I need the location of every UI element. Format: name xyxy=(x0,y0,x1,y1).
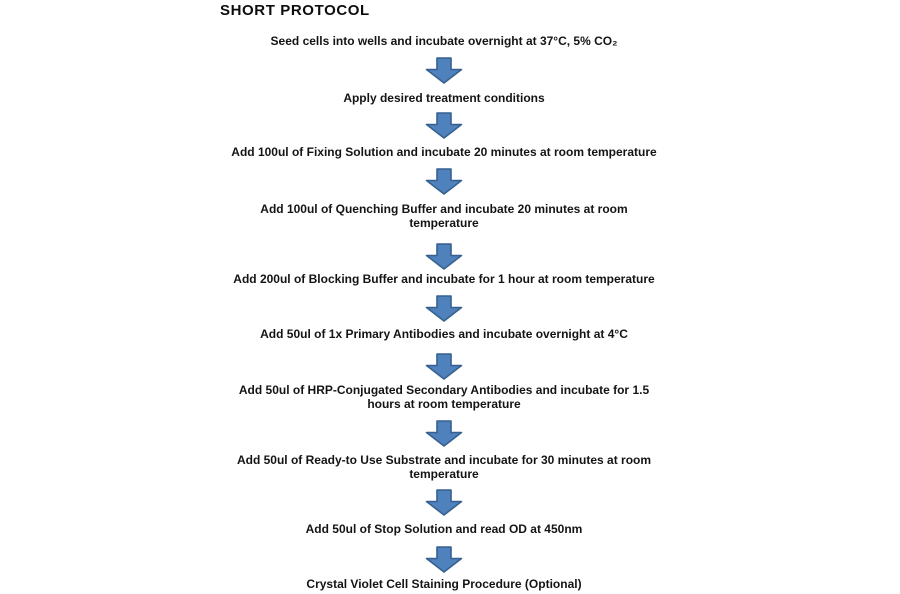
step-2-text: Apply desired treatment conditions xyxy=(343,91,545,105)
down-arrow-icon xyxy=(425,112,463,139)
step-6-text: Add 50ul of 1x Primary Antibodies and incubate overnight at 4°C xyxy=(260,327,628,341)
down-arrow-icon xyxy=(425,546,463,573)
step-2 xyxy=(184,91,704,105)
page-title: SHORT PROTOCOL xyxy=(220,2,370,19)
step-3 xyxy=(184,145,704,159)
step-1 xyxy=(184,34,704,48)
down-arrow-icon xyxy=(425,295,463,322)
down-arrow-icon xyxy=(425,57,463,84)
step-10 xyxy=(184,577,704,591)
step-7 xyxy=(184,383,704,411)
step-8-text-line-1: Add 50ul of Ready-to Use Substrate and incubate for 30 minutes at room xyxy=(236,453,652,467)
down-arrow-icon xyxy=(425,489,463,516)
step-8 xyxy=(184,453,704,481)
step-1-text: Seed cells into wells and incubate overnight at 37°C, 5% CO₂ xyxy=(270,34,618,48)
step-3-text: Add 100ul of Fixing Solution and incubate 20 minutes at room temperature xyxy=(231,145,657,159)
step-4-text-line-1: Add 100ul of Quenching Buffer and incubate 20 minutes at room xyxy=(260,202,628,216)
step-8-text-line-2: temperature xyxy=(409,467,479,481)
down-arrow-icon xyxy=(425,243,463,270)
down-arrow-icon xyxy=(425,420,463,447)
step-6 xyxy=(184,327,704,341)
step-5-text: Add 200ul of Blocking Buffer and incubate for 1 hour at room temperature xyxy=(233,272,655,286)
step-7-text-line-2: hours at room temperature xyxy=(367,397,521,411)
step-10-text: Crystal Violet Cell Staining Procedure (Optional) xyxy=(306,577,582,591)
down-arrow-icon xyxy=(425,168,463,195)
down-arrow-icon xyxy=(425,353,463,380)
step-9 xyxy=(184,522,704,536)
step-9-text: Add 50ul of Stop Solution and read OD at 450nm xyxy=(305,522,583,536)
step-4 xyxy=(184,202,704,230)
step-5 xyxy=(184,272,704,286)
step-7-text-line-1: Add 50ul of HRP-Conjugated Secondary Antibodies and incubate for 1.5 xyxy=(238,383,650,397)
step-4-text-line-2: temperature xyxy=(409,216,479,230)
flowchart-column xyxy=(184,0,704,594)
